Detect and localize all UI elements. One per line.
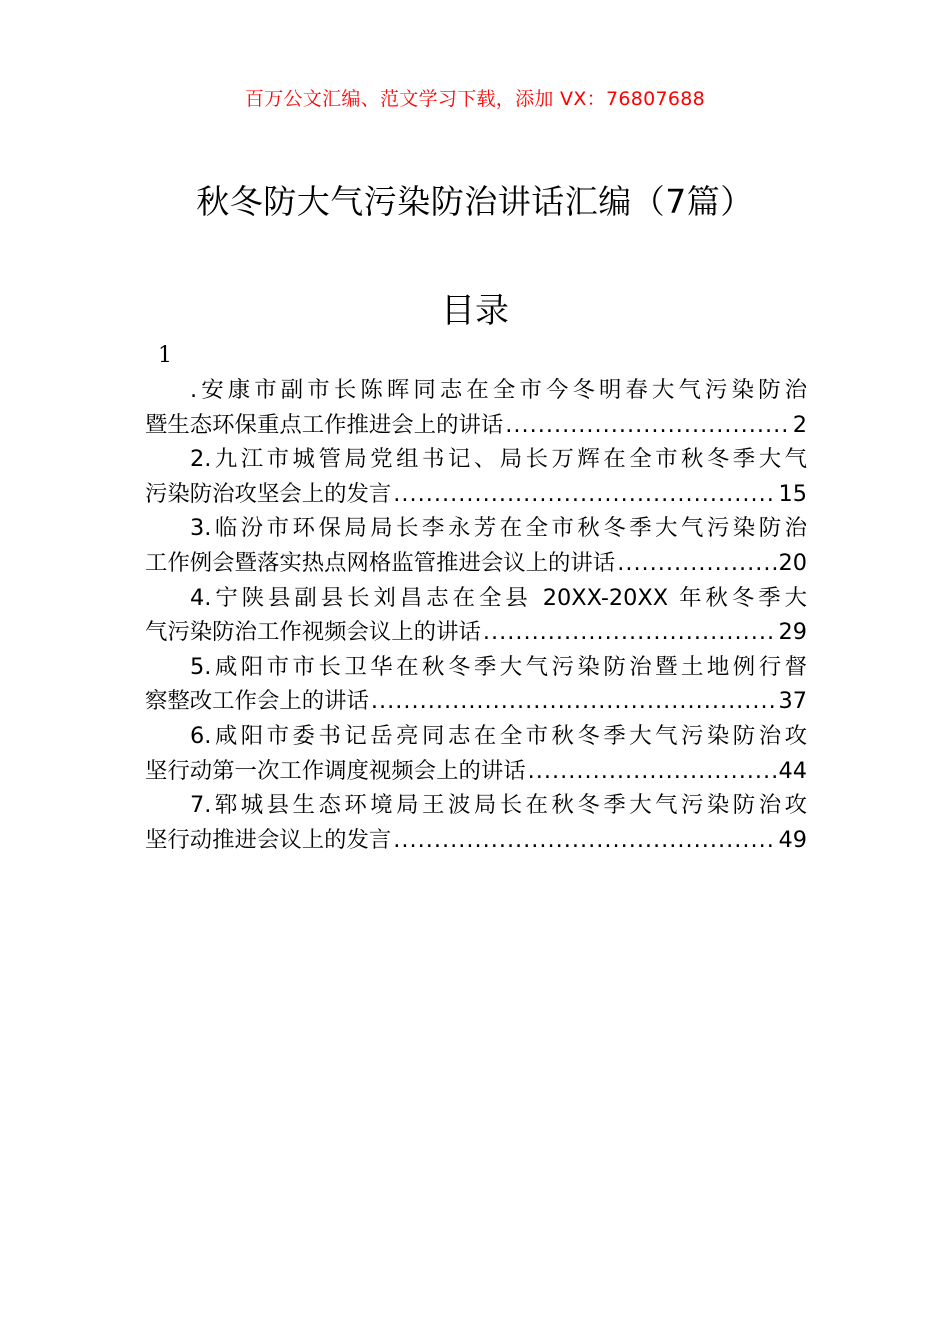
toc-entry-title-line1: 5.咸阳市市长卫华在秋冬季大气污染防治暨土地例行督	[190, 653, 807, 680]
toc-entry-title-text: 污染防治攻坚会上的发言	[145, 480, 392, 507]
toc-entry-title-line1: .安康市副市长陈晖同志在全市今冬明春大气污染防治	[190, 377, 807, 403]
header-note: 百万公文汇编、范文学习下载，添加 VX：76807688	[244, 88, 706, 110]
toc-entry-title-text: 暨生态环保重点工作推进会上的讲话	[145, 411, 504, 438]
toc-entry-title-line2	[145, 546, 807, 581]
toc-entry-title-text: 坚行动第一次工作调度视频会上的讲话	[145, 757, 526, 784]
toc-entry-title-line1: 4.宁陕县副县长刘昌志在全县 20XX-20XX 年秋冬季大	[190, 584, 807, 611]
toc-page-number: 44	[778, 757, 807, 784]
toc-entry-title-line1: 7.郓城县生态环境局王波局长在秋冬季大气污染防治攻	[190, 792, 807, 819]
toc-entry-title-line2	[145, 615, 807, 650]
dot-leader	[393, 823, 776, 858]
toc-heading: 目录	[441, 291, 509, 331]
toc-entry-2[interactable]	[145, 442, 807, 511]
toc-entry-5[interactable]	[145, 650, 807, 719]
toc-page-number: 20	[778, 549, 807, 576]
toc-entry-title-line2	[145, 477, 807, 512]
stray-list-number: 1	[158, 343, 172, 368]
toc-page-number: 15	[778, 480, 807, 507]
toc-page-number: 2	[792, 411, 807, 438]
toc-page-number: 37	[778, 688, 807, 715]
toc-entry-title-line1: 3.临汾市环保局局长李永芳在全市秋冬季大气污染防治	[190, 515, 807, 542]
toc-entry-title-line2	[145, 754, 807, 789]
dot-leader	[528, 754, 777, 789]
document-title: 秋冬防大气污染防治讲话汇编（7篇）	[196, 182, 754, 221]
toc-entry-title-line2	[145, 684, 807, 719]
toc-entry-title-text: 坚行动推进会议上的发言	[145, 826, 392, 853]
toc-entry-title-line1: 2.九江市城管局党组书记、局长万辉在全市秋冬季大气	[190, 446, 807, 473]
toc-entry-3[interactable]	[145, 511, 807, 580]
toc-page-number: 49	[778, 826, 807, 853]
toc-entry-title-line1: 6.咸阳市委书记岳亮同志在全市秋冬季大气污染防治攻	[190, 722, 807, 749]
toc-entry-title-text: 气污染防治工作视频会议上的讲话	[145, 619, 481, 646]
toc-entry-7[interactable]	[145, 788, 807, 857]
toc-entry-6[interactable]	[145, 719, 807, 788]
dot-leader	[371, 684, 777, 719]
toc-entry-title-line2	[145, 408, 807, 443]
toc-entry-title-text: 察整改工作会上的讲话	[145, 688, 369, 715]
dot-leader	[483, 615, 777, 650]
toc-entry-title-text: 工作例会暨落实热点网格监管推进会议上的讲话	[145, 549, 616, 576]
table-of-contents	[145, 373, 807, 857]
dot-leader	[505, 408, 791, 443]
toc-entry-4[interactable]	[145, 581, 807, 650]
dot-leader	[393, 477, 776, 512]
dot-leader	[617, 546, 776, 581]
toc-entry-1[interactable]	[145, 373, 807, 442]
toc-entry-title-line2	[145, 823, 807, 858]
toc-page-number: 29	[778, 619, 807, 646]
